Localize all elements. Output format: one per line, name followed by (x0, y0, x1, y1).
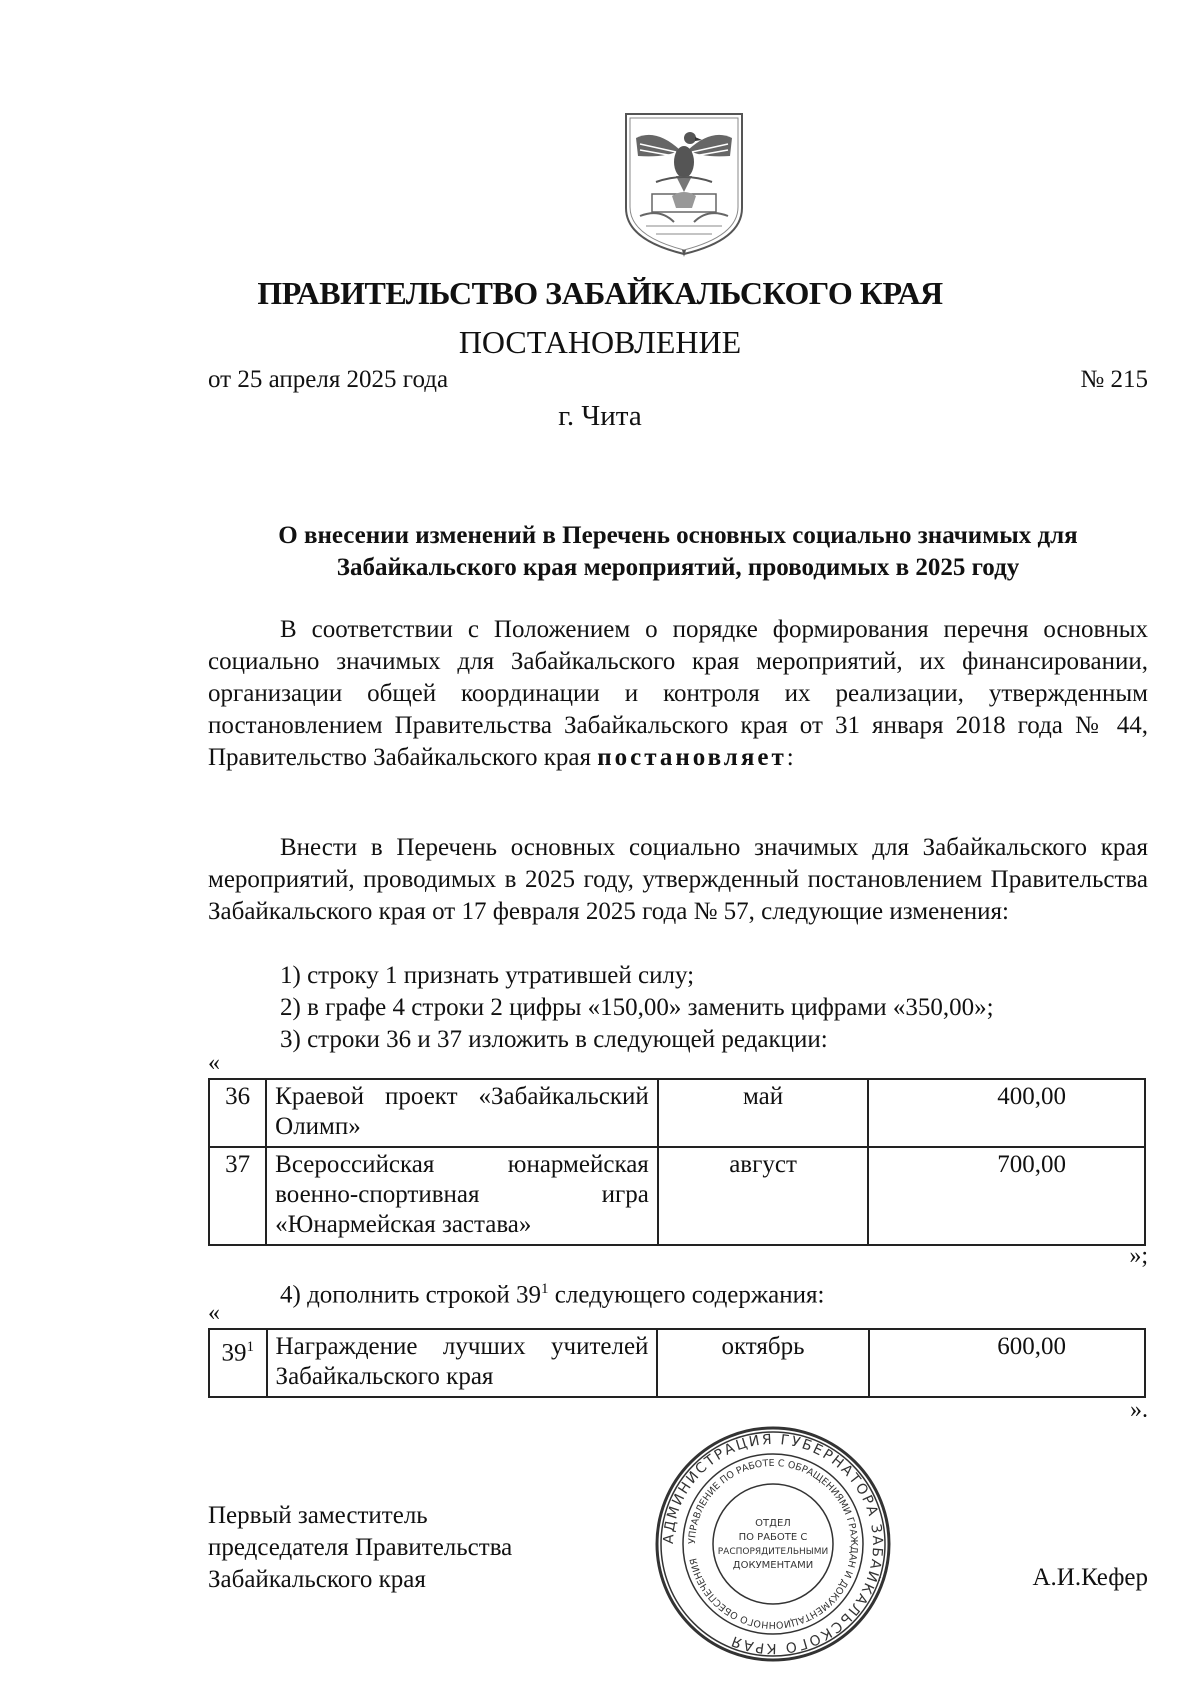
coat-of-arms-emblem-icon (616, 108, 752, 258)
item-4-text-end: следующего содержания: (548, 1281, 825, 1309)
event-month: октябрь (657, 1329, 868, 1397)
signatory-position (208, 1500, 512, 1596)
amendment-item-3: 3) строки 36 и 37 изложить в следующей редакции: (280, 1026, 828, 1053)
row-number-superscript: 1 (246, 1339, 255, 1355)
amendment-paragraph: Внести в Перечень основных социально значимых для Забайкальского края мероприятий, проводимых в 2025 году, утвержденный постановлением Правительства Забайкальского края от 17 февраля 2025 года № 57, следующие изменения: (208, 834, 1148, 925)
amendment-item-1: 1) строку 1 признать утратившей силу; (280, 962, 695, 989)
row-number: 37 (209, 1147, 266, 1245)
item-4-superscript: 1 (541, 1281, 549, 1297)
signatory-line-1: Первый заместитель (208, 1502, 428, 1529)
stamp-center-line-4: ДОКУМЕНТАМИ (732, 1560, 814, 1571)
open-quote-2: « (208, 1300, 220, 1326)
item-4-text: 4) дополнить строкой 39 (280, 1281, 541, 1309)
event-name-line: Краевой проект «Забайкальский (275, 1083, 649, 1110)
title-line-1: О внесении изменений в Перечень основных социально значимых для (278, 522, 1078, 549)
event-amount: 400,00 (868, 1079, 1145, 1147)
amendment-item-2: 2) в графе 4 строки 2 цифры «150,00» заменить цифрами «350,00»; (280, 994, 994, 1021)
signatory-name: А.И.Кефер (1032, 1564, 1148, 1591)
stamp-center-line-2: ПО РАБОТЕ С (738, 1532, 808, 1543)
preamble-text: В соответствии с Положением о порядке формирования перечня основных социально значимых для Забайкальского края мероприятий, их финансировании, организации общей координации и контроля их реализации, утвержденным постановлением Правительства Забайкальского края от 31 января 2018 года № 44, Правительство Забайкальского края (208, 616, 1148, 771)
close-quote-1: »; (1129, 1243, 1148, 1269)
event-month: май (658, 1079, 868, 1147)
event-amount: 600,00 (869, 1329, 1146, 1397)
title-line-2: Забайкальского края мероприятий, проводимых в 2025 году (336, 554, 1020, 581)
document-date: от 25 апреля 2025 года (208, 366, 449, 393)
decree-colon: : (786, 744, 794, 771)
event-name-line: Олимп» (275, 1113, 361, 1140)
stamp-center-line-1: ОТДЕЛ (755, 1518, 791, 1529)
government-name: ПРАВИТЕЛЬСТВО ЗАБАЙКАЛЬСКОГО КРАЯ (257, 275, 943, 311)
preamble-paragraph (208, 614, 1148, 774)
row-number (209, 1329, 267, 1397)
event-name-line: военно-спортивная игра (275, 1181, 649, 1208)
signatory-line-2: председателя Правительства (208, 1534, 513, 1561)
event-month: август (658, 1147, 868, 1245)
event-name (267, 1329, 658, 1397)
document-number: № 215 (1080, 366, 1148, 393)
row-number: 36 (209, 1079, 266, 1147)
open-quote-1: « (208, 1050, 220, 1076)
event-name (266, 1147, 658, 1245)
amendment-table-2 (208, 1328, 1146, 1398)
event-name-line: «Юнармейская застава» (275, 1211, 532, 1238)
event-name (266, 1079, 658, 1147)
event-name-line: Всероссийская юнармейская (275, 1151, 649, 1178)
document-type: ПОСТАНОВЛЕНИЕ (458, 324, 742, 360)
document-title (208, 520, 1148, 584)
event-name-line: Забайкальского края (275, 1363, 494, 1390)
table-row (209, 1147, 1145, 1245)
document-city: г. Чита (558, 400, 642, 432)
stamp-middle-text: УПРАВЛЕНИЕ ПО РАБОТЕ С ОБРАЩЕНИЯМИ ГРАЖДАН И ДОКУМЕНТАЦИОННОГО ОБЕСПЕЧЕНИЯ (686, 1457, 860, 1631)
amendment-table-1 (208, 1078, 1146, 1246)
stamp-outer-text: АДМИНИСТРАЦИЯ ГУБЕРНАТОРА ЗАБАЙКАЛЬСКОГО КРАЯ (660, 1431, 886, 1657)
event-name-line: Награждение лучших учителей (275, 1333, 649, 1360)
table-row (209, 1079, 1145, 1147)
amendment-item-4 (280, 1273, 824, 1311)
row-number-text: 39 (221, 1339, 247, 1367)
event-amount: 700,00 (868, 1147, 1145, 1245)
signatory-line-3: Забайкальского края (208, 1566, 426, 1593)
stamp-center-line-3: РАСПОРЯДИТЕЛЬНЫМИ (717, 1547, 829, 1557)
decree-word: постановляет (597, 744, 787, 771)
official-stamp-icon (653, 1424, 893, 1664)
table-row (209, 1329, 1145, 1397)
close-quote-2: ». (1130, 1397, 1148, 1423)
